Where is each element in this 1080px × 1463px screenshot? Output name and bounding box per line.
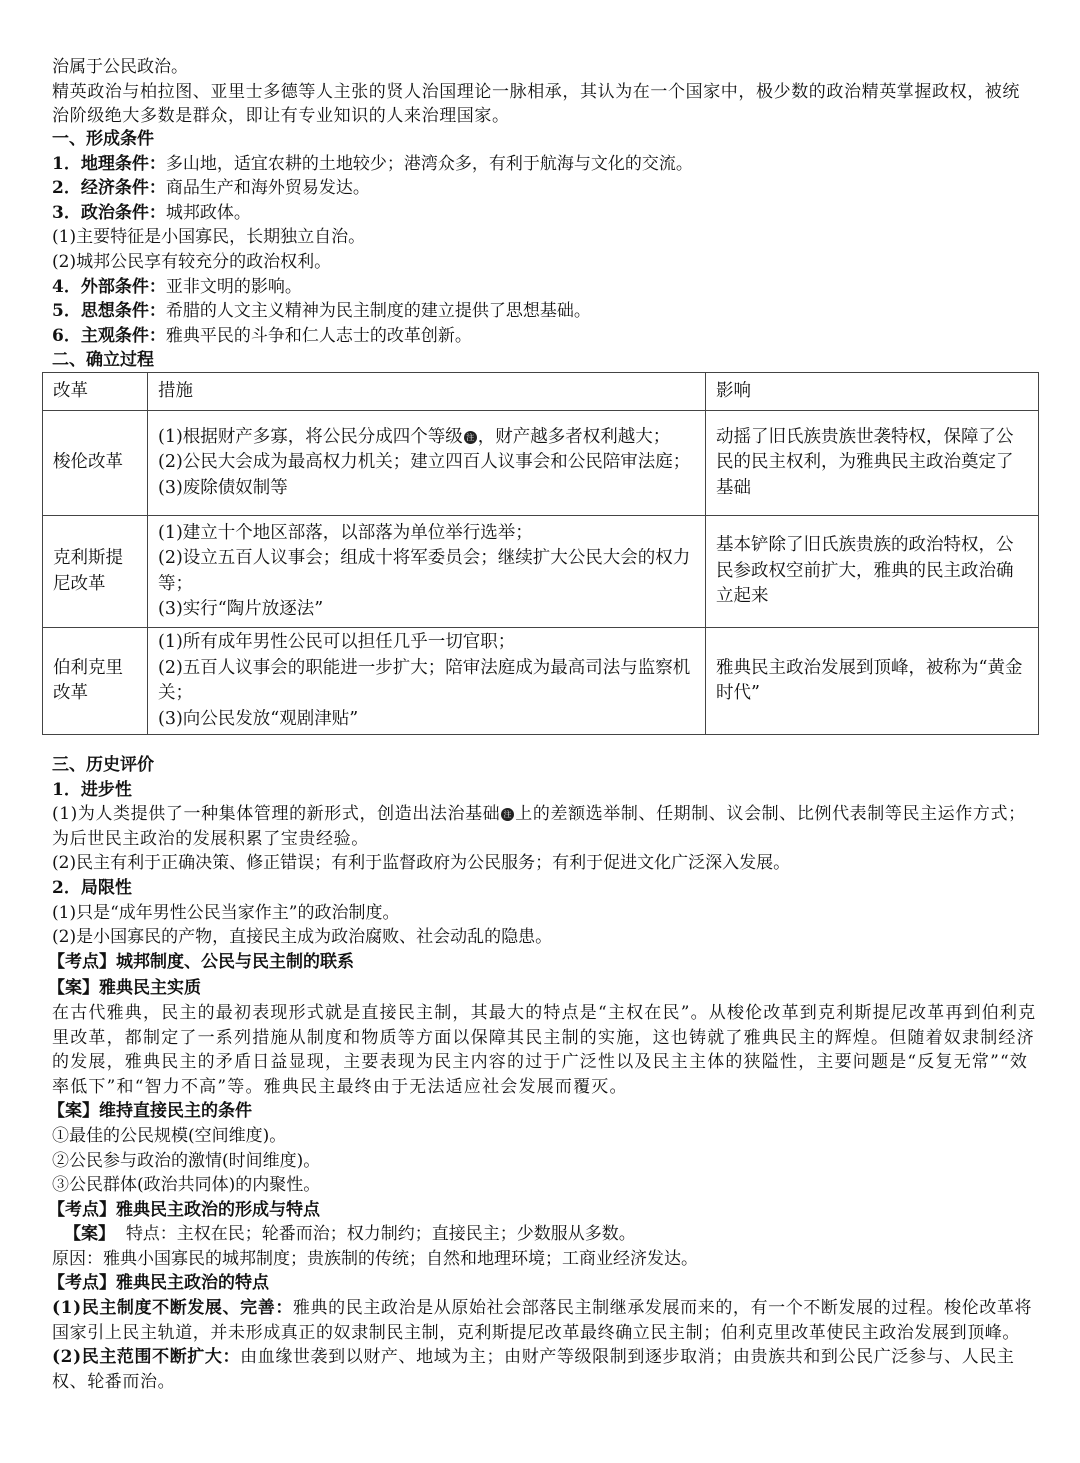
- condition-item: [52, 225, 1037, 250]
- point-text: 雅典的民主政治是从原始社会部落民主制继承发展而来的，有一个不断发展的过程。梭伦改革将国家引上民主轨道，并未形成真正的奴隶制民主制，克利斯提尼改革最终确立民主制；伯利克里改革使民主政治发展到顶峰。: [52, 1298, 1033, 1343]
- condition-item: [52, 324, 1037, 349]
- intro-paragraph: 精英政治与柏拉图、亚里士多德等人主张的贤人治国理论一脉相承，其认为在一个国家中，极少数的政治精英掌握政权，被统治阶级绝大多数是群众，即让有专业知识的人来治理国家。: [52, 81, 1020, 127]
- table-row: [43, 411, 1039, 516]
- measure: (3)向公民发放“观剧津贴”: [158, 708, 359, 729]
- an-heading: 【案】雅典民主实质: [48, 978, 201, 999]
- condition-item: [52, 299, 1037, 324]
- table-header-row: [43, 373, 1039, 411]
- measure: (2)公民大会成为最高权力机关；建立四百人议事会和公民陪审法庭；: [158, 452, 691, 473]
- condition-label: 1．地理条件：: [52, 153, 166, 174]
- subheading: 2．局限性: [52, 877, 132, 898]
- condition-label: 6．主观条件：: [52, 325, 166, 346]
- section-heading: 三、历史评价: [52, 755, 154, 775]
- list-item: ③公民群体(政治共同体)的内聚性。: [52, 1175, 321, 1196]
- paragraph: 原因：雅典小国寡民的城邦制度；贵族制的传统；自然和地理环境；工商业经济发达。: [52, 1248, 698, 1269]
- intro: [52, 55, 1037, 129]
- list-item: ①最佳的公民规模(空间维度)。: [52, 1125, 287, 1146]
- paragraph: (2)是小国寡民的产物，直接民主成为政治腐败、社会动乱的隐患。: [52, 927, 553, 948]
- reform-impact: 基本铲除了旧氏族贵族的政治特权，公民参政权空前扩大，雅典的民主政治确立起来: [706, 516, 1039, 628]
- paragraph: (2)民主有利于正确决策、修正错误；有利于监督政府为公民服务；有利于促进文化广泛深入发展。: [52, 853, 791, 874]
- table-header: 措施: [148, 373, 706, 411]
- condition-text: 商品生产和海外贸易发达。: [165, 178, 370, 199]
- condition-label: 5．思想条件：: [52, 301, 166, 322]
- kaodian-heading: 【考点】雅典民主政治的形成与特点: [48, 1199, 320, 1220]
- paragraph: (1)只是“成年男性公民当家作主”的政治制度。: [52, 902, 400, 923]
- condition-label: 2．经济条件：: [52, 178, 166, 199]
- an-text: 特点：主权在民；轮番而治；权力制约；直接民主；少数服从多数。: [125, 1224, 636, 1245]
- reform-measures: [148, 628, 706, 735]
- reform-measures: [148, 411, 706, 516]
- condition-item: [52, 201, 1037, 226]
- measure: (3)废除债奴制等: [158, 477, 288, 498]
- condition-item: [52, 275, 1037, 300]
- kaodian-heading: 【考点】雅典民主政治的特点: [48, 1273, 269, 1294]
- condition-text: 城邦政体。: [165, 202, 251, 223]
- measure: (2)五百人议事会的职能进一步扩大；陪审法庭成为最高司法与监察机关；: [158, 657, 691, 703]
- table-header: 改革: [43, 373, 148, 411]
- table-row: [43, 516, 1039, 628]
- measure: (2)设立五百人议事会；组成十将军委员会；继续扩大公民大会的权力等；: [158, 548, 691, 594]
- condition-item: [52, 176, 1037, 201]
- paragraph: 上的差额选举制、任期制、议会制、比例代表制等民主运作方式；为后世民主政治的发展积累了宝贵经验。: [52, 804, 1026, 849]
- subheading: 1．进步性: [52, 779, 132, 800]
- reform-impact: 动摇了旧氏族贵族世袭特权，保障了公民的民主权利，为雅典民主政治奠定了基础: [706, 411, 1039, 516]
- measure: (1)根据财产多寡，将公民分成四个等级: [158, 426, 463, 447]
- note-marker-icon: 注: [464, 431, 477, 444]
- reform-name: 梭伦改革: [43, 411, 148, 516]
- reform-table: [42, 372, 1039, 735]
- condition-text: 雅典平民的斗争和仁人志士的改革创新。: [165, 325, 472, 346]
- condition-item: [52, 250, 1037, 275]
- reform-measures: [148, 516, 706, 628]
- section-formation: [52, 127, 1037, 348]
- measure: ，财产越多者权利越大；: [477, 426, 671, 447]
- measure: (3)实行“陶片放逐法”: [158, 599, 324, 619]
- condition-text: 多山地，适宜农耕的土地较少；港湾众多，有利于航海与文化的交流。: [165, 153, 693, 174]
- measure: (1)所有成年男性公民可以担任几乎一切官职；: [158, 632, 516, 652]
- section-heading: 二、确立过程: [52, 350, 154, 370]
- intro-line: 治属于公民政治。: [52, 57, 188, 77]
- note-marker-icon: 注: [501, 808, 514, 821]
- an-label: 【案】: [64, 1224, 115, 1245]
- table-row: [43, 628, 1039, 735]
- condition-label: 4．外部条件：: [52, 276, 166, 297]
- condition-item: [52, 152, 1037, 177]
- measure: (1)建立十个地区部落，以部落为单位举行选举；: [158, 522, 533, 543]
- point-text: 由血缘世袭到以财产、地域为主；由财产等级限制到逐步取消；由贵族共和到公民广泛参与、人民主权、轮番而治。: [52, 1347, 1015, 1392]
- condition-text: 希腊的人文主义精神为民主制度的建立提供了思想基础。: [165, 301, 591, 322]
- reform-name: 克利斯提尼改革: [43, 516, 148, 628]
- table-header: 影响: [706, 373, 1039, 411]
- paragraph: (1)为人类提供了一种集体管理的新形式，创造出法治基础: [52, 804, 501, 825]
- section-evaluation: [48, 753, 1037, 1394]
- condition-text: 亚非文明的影响。: [165, 276, 302, 297]
- point-label: (2)民主范围不断扩大：: [52, 1347, 241, 1368]
- condition-text: (2)城邦公民享有较充分的政治权利。: [52, 251, 332, 272]
- reform-name: 伯利克里改革: [43, 628, 148, 735]
- section-heading: 一、形成条件: [52, 129, 154, 149]
- reform-impact: 雅典民主政治发展到顶峰，被称为“黄金时代”: [706, 628, 1039, 735]
- list-item: ②公民参与政治的激情(时间维度)。: [52, 1150, 321, 1171]
- condition-label: 3．政治条件：: [52, 202, 166, 223]
- condition-text: (1)主要特征是小国寡民，长期独立自治。: [52, 227, 366, 248]
- an-heading: 【案】维持直接民主的条件: [48, 1101, 252, 1122]
- an-paragraph: 在古代雅典，民主的最初表现形式就是直接民主制，其最大的特点是“主权在民”。从梭伦改革到克利斯提尼改革再到伯利克里改革，都制定了一系列措施从制度和物质等方面以保障其民主制的实施，这也铸就了雅典民主的辉煌。但随着奴隶制经济的发展，雅典民主的矛盾日益显现，主要表现为民主内容的过于广泛性以及民主主体的狭隘性，主要问题是“反复无常”“效率低下”和“智力不高”等。雅典民主最终由于无法适应社会发展而覆灭。: [52, 1002, 1037, 1097]
- kaodian-heading: 【考点】城邦制度、公民与民主制的联系: [48, 951, 354, 972]
- point-label: (1)民主制度不断发展、完善：: [52, 1298, 293, 1319]
